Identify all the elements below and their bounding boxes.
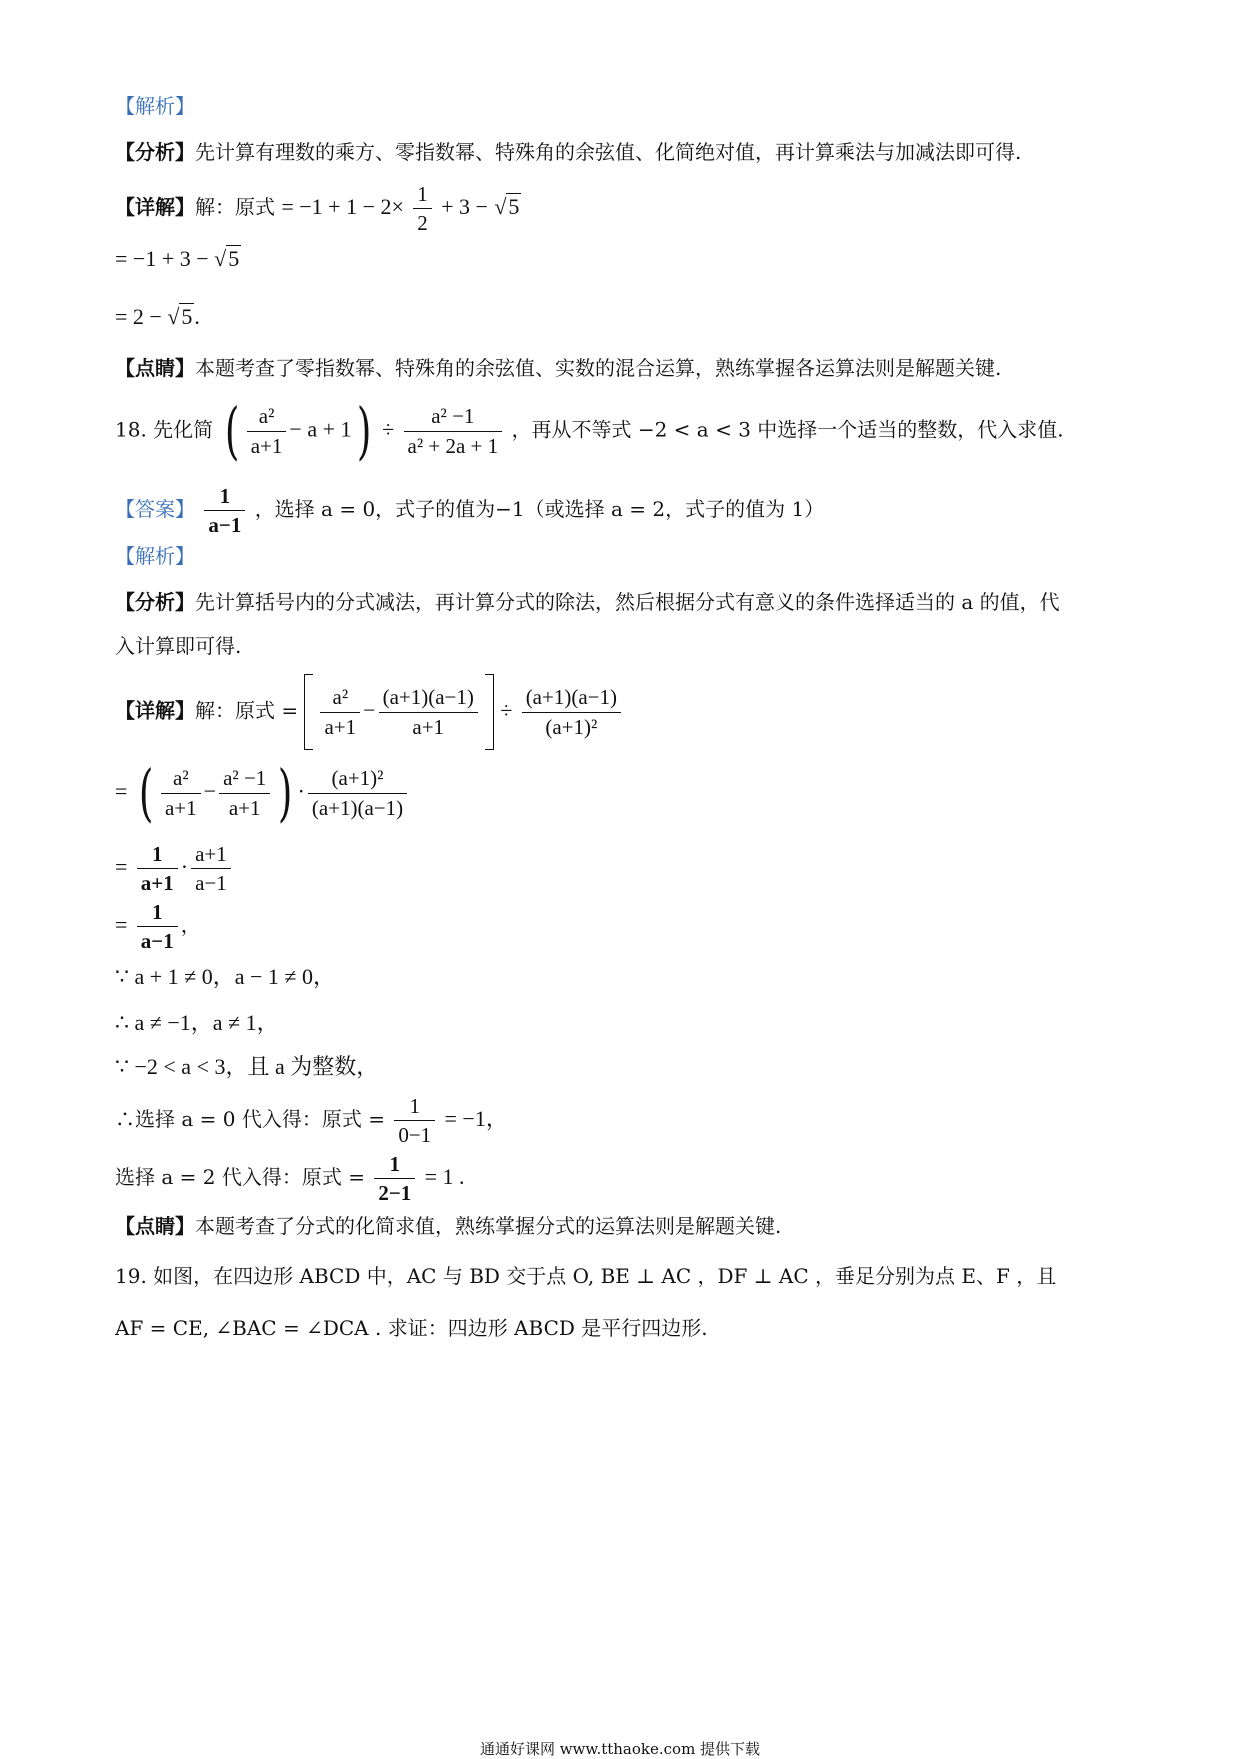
sqrt-five: √5 [167, 304, 193, 329]
fraction: $\frac{\text{(a+1)²}}{(a+1)(a-1)}$ [308, 764, 407, 821]
comment-line [115, 358, 1001, 378]
detail-lead: 解：原式 [195, 195, 275, 220]
left-paren: ( [138, 756, 154, 829]
fraction: $\frac{\text{a²}}{a+1}$ [161, 764, 201, 821]
period: . [194, 304, 200, 329]
fraction: $\frac{1}{0-1}$ [394, 1092, 435, 1149]
right-paren: ) [356, 394, 371, 467]
fraction: $\frac{(a+1)(a-1)}{\text{(a+1)²}}$ [522, 683, 621, 740]
jiexi-heading: 【解析】 [115, 544, 195, 568]
sqrt-five: √5 [214, 246, 240, 271]
substitute-line-2 [115, 1150, 465, 1207]
jiexi-heading: 【解析】 [115, 94, 195, 118]
detail-step-1 [115, 674, 624, 750]
analysis-tag: 【分析】 [115, 140, 195, 164]
analysis-text: 先计算有理数的乘方、零指数幂、特殊角的余弦值、化简绝对值，再计算乘法与加减法即可得. [195, 140, 1022, 164]
comment-line [115, 1216, 781, 1236]
detail-line-1 [115, 180, 521, 237]
fraction-half: $\frac{1}{2}$ [413, 180, 432, 237]
substitute-text: 选择 a = 2 代入得：原式 = [115, 1165, 365, 1190]
condition-line-2: ∴ a ≠ −1，a ≠ 1， [115, 1010, 279, 1035]
fraction: $\frac{\text{a² −1}}{a+1}$ [219, 764, 270, 821]
answer-text: ，选择 a = 0，式子的值为−1（或选择 a = 2，式子的值为 1） [254, 497, 825, 522]
divide-sign: ÷ [382, 416, 395, 442]
expr-part: = −1 + 3 − [115, 246, 209, 271]
analysis-text: 先计算括号内的分式减法，再计算分式的除法，然后根据分式有意义的条件选择适当的 a 的值，代 [195, 590, 1060, 614]
detail-line-2 [115, 248, 241, 270]
left-bracket [304, 674, 313, 750]
question-19-line-1: 19. 如图，在四边形 ABCD 中，AC 与 BD 交于点 O, BE ⊥ AC ，DF ⊥ AC ，垂足分别为点 E、F ，且 [115, 1264, 1057, 1288]
detail-tag: 【详解】 [115, 698, 195, 723]
result-text: = 1 . [424, 1164, 465, 1190]
minus-sign: − [363, 697, 376, 723]
minus-sign: − [203, 778, 217, 804]
fraction: $\frac{(a+1)(a-1)}{a+1}$ [379, 683, 478, 740]
fraction: $\frac{\text{a²}}{a+1}$ [320, 683, 360, 740]
question-19-line-2: AF = CE, ∠BAC = ∠DCA . 求证：四边形 ABCD 是平行四边形. [115, 1316, 708, 1340]
detail-line-3 [115, 306, 200, 328]
expr-part: = 2 − [115, 304, 162, 329]
dot-sign: · [297, 778, 305, 804]
right-paren: ) [278, 756, 293, 829]
analysis-line-2: 入计算即可得. [115, 634, 242, 658]
comment-text: 本题考查了零指数幂、特殊角的余弦值、实数的混合运算，熟练掌握各运算法则是解题关键. [195, 356, 1002, 380]
detail-step-2 [115, 756, 410, 829]
equals-sign: = [115, 912, 128, 938]
page-footer: 通通好课网 www.tthaoke.com 提供下载 [479, 1740, 761, 1758]
answer-line [115, 482, 824, 539]
comment-tag: 【点睛】 [115, 1214, 195, 1238]
substitute-line-1 [115, 1092, 508, 1149]
sqrt-five: √5 [494, 194, 520, 220]
analysis-line [115, 142, 1021, 162]
analysis-line [115, 592, 1060, 612]
substitute-text: ∴选择 a = 0 代入得：原式 = [115, 1107, 385, 1132]
expr-part: + 3 − [441, 194, 488, 220]
expr-part: = −1 + 1 − 2× [281, 194, 404, 220]
detail-tag: 【详解】 [115, 195, 195, 220]
comment-tag: 【点睛】 [115, 356, 195, 380]
fraction: $\frac{\text{a² −1}}{\text{a² + 2a + 1}}$ [404, 402, 503, 459]
analysis-tag: 【分析】 [115, 590, 195, 614]
detail-step-4 [115, 898, 201, 955]
question-18 [115, 394, 1064, 467]
result-text: = −1， [444, 1106, 508, 1132]
dot-sign: · [180, 854, 189, 880]
comment-text: 本题考查了分式的化简求值，熟练掌握分式的运算法则是解题关键. [195, 1214, 782, 1238]
expr-part: − a + 1 [289, 416, 352, 442]
answer-tag: 【答案】 [115, 497, 195, 522]
equals-sign: = [115, 854, 128, 880]
fraction: $\frac{1}{a-1}$ [137, 898, 178, 955]
equals-sign: = [115, 778, 128, 804]
left-paren: ( [224, 394, 239, 467]
divide-sign: ÷ [500, 697, 513, 723]
question-lead: 18. 先化简 [115, 417, 214, 442]
answer-fraction: $\frac{1}{a-1}$ [204, 482, 245, 539]
fraction: $\frac{1}{a+1}$ [137, 840, 178, 897]
condition-line-1: ∵ a + 1 ≠ 0，a − 1 ≠ 0， [115, 964, 335, 989]
question-tail: ，再从不等式 −2 < a < 3 中选择一个适当的整数，代入求值. [511, 417, 1064, 442]
fraction: $\frac{1}{2-1}$ [374, 1150, 415, 1207]
condition-line-3: ∵ −2 < a < 3，且 a 为整数， [115, 1054, 379, 1079]
fraction: $\frac{\text{a²}}{a+1}$ [247, 402, 287, 459]
right-bracket [485, 674, 494, 750]
fraction: $\frac{a+1}{a-1}$ [191, 840, 231, 897]
detail-lead: 解：原式 = [195, 698, 299, 723]
detail-step-3 [115, 840, 234, 897]
comma: ， [180, 913, 201, 938]
